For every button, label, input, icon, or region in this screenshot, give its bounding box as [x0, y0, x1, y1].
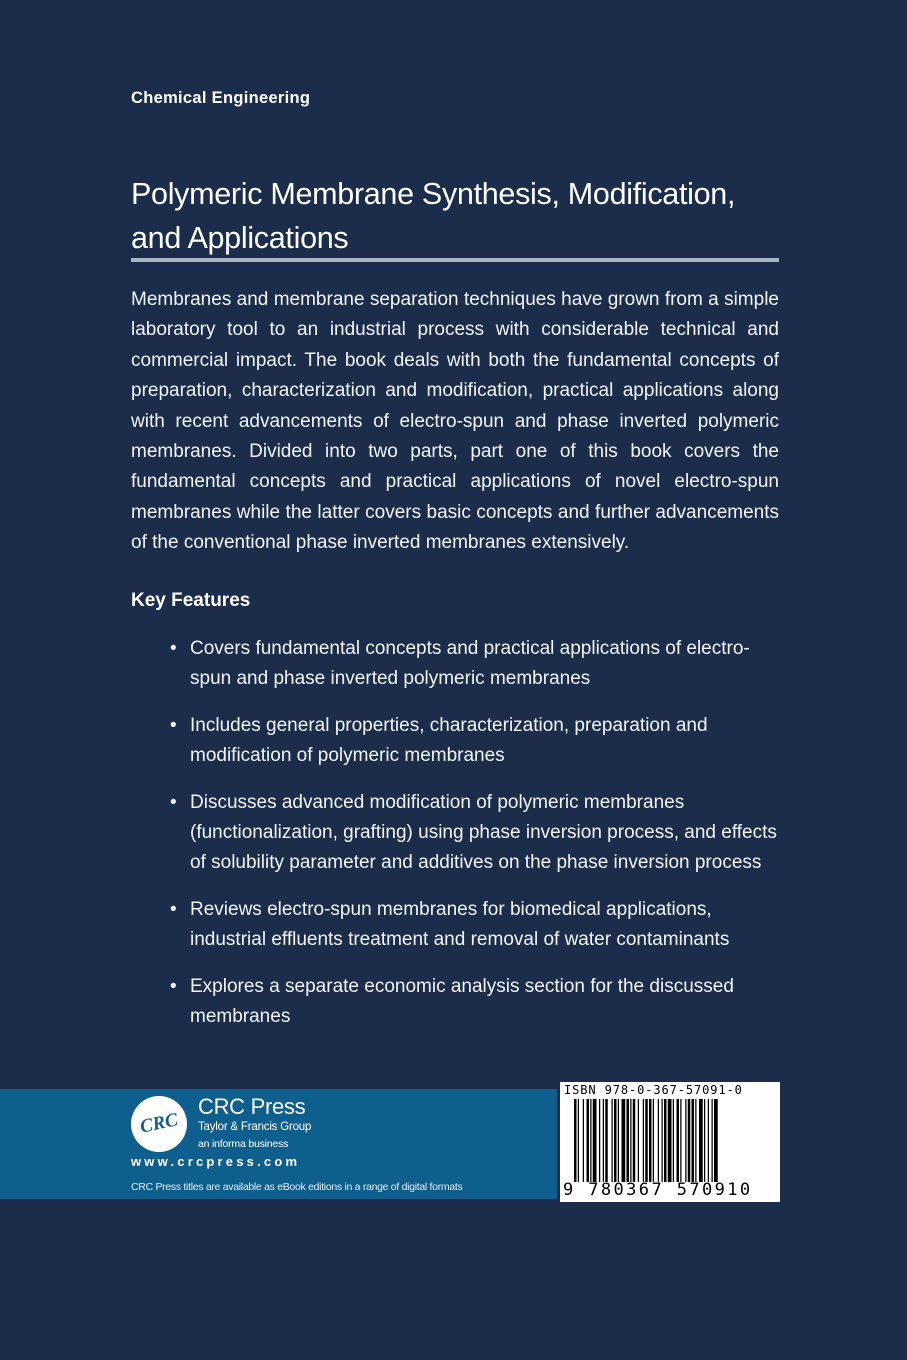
- barcode-bar: [673, 1099, 674, 1182]
- barcode-bar: [688, 1099, 691, 1182]
- category-label: Chemical Engineering: [131, 89, 311, 107]
- bullet-icon: •: [170, 791, 177, 813]
- bullet-icon: •: [170, 638, 177, 659]
- barcode-bar: [638, 1099, 639, 1182]
- isbn-label: ISBN 978-0-367-57091-0: [564, 1083, 743, 1097]
- bullet-icon: •: [170, 898, 177, 920]
- feature-text: Covers fundamental concepts and practical applications of electro-spun and phase inverted polymeric membranes: [190, 638, 750, 690]
- barcode-bar: [578, 1099, 579, 1182]
- feature-text: Discusses advanced modification of polymeric membranes (functionalization, grafting) using phase inversion process, and effects of solubility parameter and additives on the phase inversion process: [190, 791, 777, 874]
- barcode-bar: [622, 1099, 626, 1182]
- feature-text: Explores a separate economic analysis section for the discussed membranes: [190, 975, 734, 1028]
- barcode-bar: [664, 1099, 667, 1182]
- publisher-url[interactable]: www.crcpress.com: [131, 1154, 301, 1169]
- book-description: Membranes and membrane separation techniques have grown from a simple laboratory tool to an industrial process with considerable technical and commercial impact. The book deals with both the fundamental concepts of preparation, characterization and modification, practical applications along with recent advancements of electro-spun and phase inverted polymeric membranes. Divided into two parts, part one of this book covers the fundamental concepts and practical applications of novel electro-spun membranes while the latter covers basic concepts and further advancements of the conventional phase inverted membranes extensively.: [131, 289, 779, 554]
- feature-item: [170, 972, 790, 1033]
- barcode-bar: [680, 1099, 681, 1182]
- barcode-bar: [603, 1099, 604, 1182]
- feature-item: [170, 634, 790, 695]
- barcode-bar: [627, 1099, 630, 1182]
- ebook-note: CRC Press titles are available as eBook editions in a range of digital formats: [131, 1181, 463, 1193]
- bullet-icon: •: [170, 714, 177, 736]
- feature-item: [170, 711, 790, 772]
- barcode-bar: [587, 1099, 590, 1182]
- barcode-bars: [574, 1099, 772, 1182]
- barcode-bar: [649, 1099, 652, 1182]
- barcode-bar: [658, 1099, 659, 1182]
- barcode-bar: [662, 1099, 663, 1182]
- barcode-bar: [574, 1099, 577, 1182]
- publisher-informa: an informa business: [198, 1138, 289, 1150]
- barcode-bar: [714, 1099, 718, 1182]
- feature-item: [170, 895, 790, 956]
- barcode-bar: [583, 1099, 584, 1182]
- barcode-bar: [699, 1099, 703, 1182]
- bullet-icon: •: [170, 975, 177, 997]
- barcode-bar: [590, 1099, 591, 1182]
- barcode-bar: [668, 1099, 672, 1182]
- publisher-group: Taylor & Francis Group: [198, 1121, 312, 1133]
- feature-item: [170, 788, 790, 879]
- barcode-bar: [692, 1099, 695, 1182]
- barcode-bar: [685, 1099, 686, 1182]
- feature-text: Reviews electro-spun membranes for biomedical applications, industrial effluents treatment and removal of water contaminants: [190, 898, 730, 951]
- feature-text: Includes general properties, characterization, preparation and modification of polymeric membranes: [190, 714, 708, 767]
- barcode-digits: 9 780367 570910: [563, 1180, 753, 1200]
- barcode-bar: [593, 1099, 597, 1182]
- barcode-bar: [653, 1099, 654, 1182]
- barcode-bar: [614, 1099, 617, 1182]
- barcode-bar: [677, 1099, 680, 1182]
- barcode-bar: [643, 1099, 644, 1182]
- key-features-heading: Key Features: [131, 590, 251, 611]
- crc-logo-icon: [131, 1096, 187, 1152]
- crc-logo-text: CRC: [138, 1109, 180, 1138]
- barcode-bar: [645, 1099, 648, 1182]
- isbn-barcode: [560, 1082, 780, 1202]
- barcode-bar: [630, 1099, 631, 1182]
- barcode-bar: [612, 1099, 613, 1182]
- barcode-bar: [633, 1099, 636, 1182]
- barcode-bar: [708, 1099, 709, 1182]
- publisher-name: CRC Press: [198, 1094, 306, 1119]
- barcode-bar: [605, 1099, 608, 1182]
- book-title: Polymeric Membrane Synthesis, Modification, and Applications: [131, 177, 736, 256]
- title-rule: [131, 258, 779, 262]
- barcode-bar: [712, 1099, 713, 1182]
- barcode-bar: [618, 1099, 619, 1182]
- barcode-bar: [599, 1099, 600, 1182]
- key-features-list: [170, 634, 790, 1048]
- barcode-bar: [704, 1099, 705, 1182]
- barcode-bar: [695, 1099, 696, 1182]
